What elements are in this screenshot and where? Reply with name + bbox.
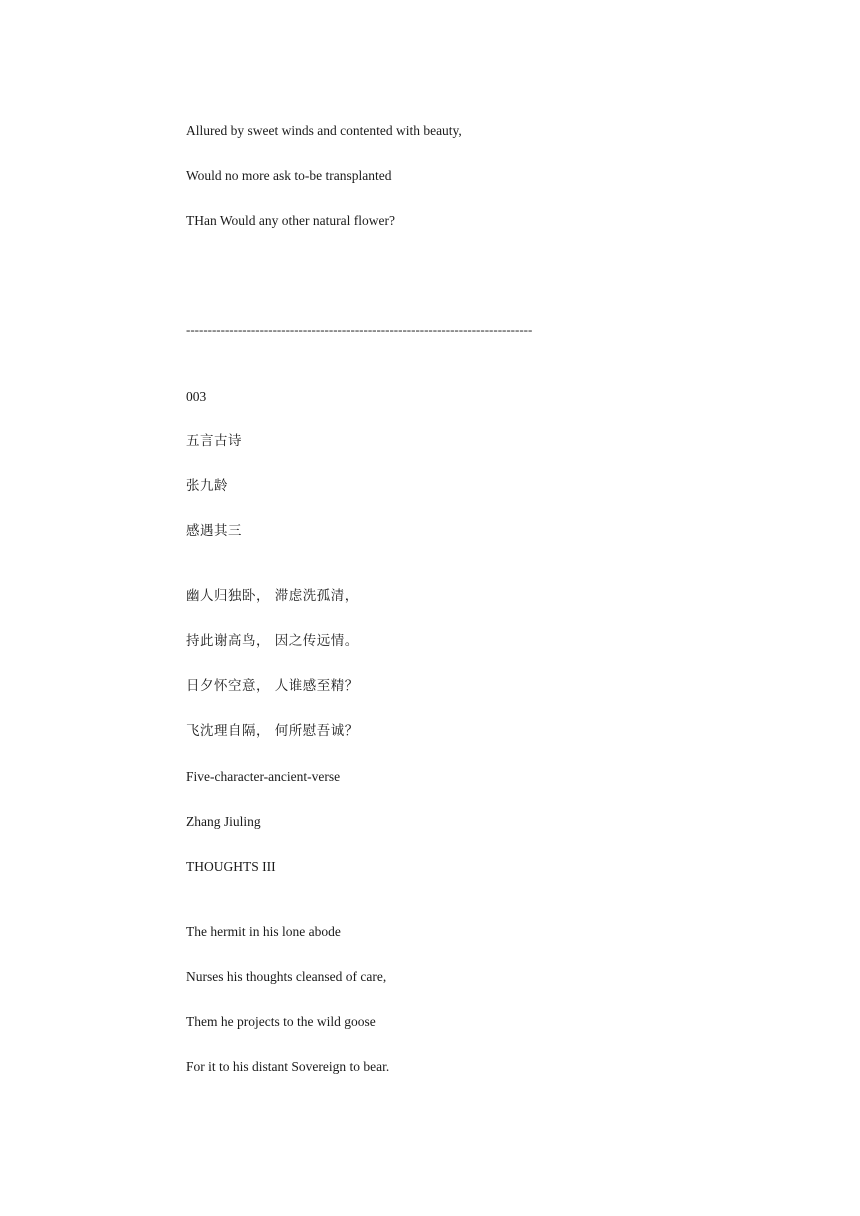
prev-poem-line-2: Would no more ask to-be transplanted xyxy=(186,168,392,183)
poem-author-zh: 张九龄 xyxy=(186,478,228,494)
prev-poem-line-1: Allured by sweet winds and contented with beauty, xyxy=(186,123,462,138)
poem-title-en: THOUGHTS III xyxy=(186,859,276,874)
poem-line-zh-4: 飞沈理自隔， 何所慰吾诚？ xyxy=(186,723,359,739)
poem-form-zh: 五言古诗 xyxy=(186,433,242,449)
poem-line-zh-2: 持此谢高鸟， 因之传远情。 xyxy=(186,633,359,649)
poem-line-zh-1: 幽人归独卧， 滞虑洗孤清， xyxy=(186,588,359,604)
poem-title-zh: 感遇其三 xyxy=(186,523,242,539)
poem-line-en-4: For it to his distant Sovereign to bear. xyxy=(186,1059,390,1074)
poem-line-zh-3: 日夕怀空意， 人谁感至精？ xyxy=(186,678,359,694)
poem-form-en: Five-character-ancient-verse xyxy=(186,769,341,784)
poem-number: 003 xyxy=(186,389,207,404)
poem-author-en: Zhang Jiuling xyxy=(186,814,261,829)
separator-line: -------------------------------------------------------------------------------- xyxy=(186,322,533,337)
poem-line-en-2: Nurses his thoughts cleansed of care, xyxy=(186,969,387,984)
prev-poem-line-3: THan Would any other natural flower? xyxy=(186,213,395,228)
poem-line-en-1: The hermit in his lone abode xyxy=(186,924,341,939)
poem-line-en-3: Them he projects to the wild goose xyxy=(186,1014,376,1029)
